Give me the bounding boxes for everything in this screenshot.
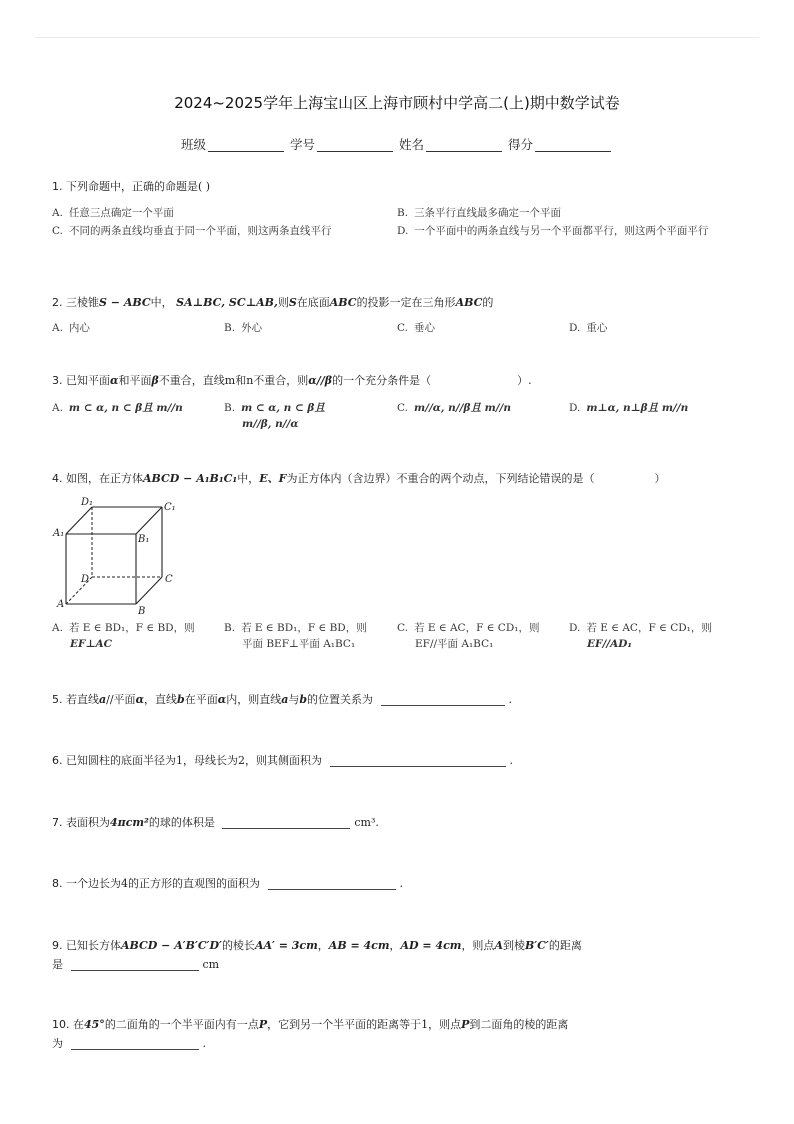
question-9-answer-line: 是 cm xyxy=(52,958,220,971)
label-a1: A₁ xyxy=(53,528,65,539)
question-4-option-d[interactable]: D. 若 E ∈ AC，F ∈ CD₁，则 EF//AD₁ xyxy=(569,622,712,650)
question-9-stem: 9. 已知长方体ABCD − A′B′C′D′的棱长AA′ = 3cm，AB = 4cm，AD = 4cm，则点A到棱B′C′的距离 xyxy=(52,939,582,952)
question-10-answer-line: 为 . xyxy=(52,1037,206,1050)
question-1-option-d[interactable]: D. 一个平面中的两条直线与另一个平面都平行，则这两个平面平行 xyxy=(397,225,709,237)
question-1-option-b[interactable]: B. 三条平行直线最多确定一个平面 xyxy=(397,207,562,219)
edge-c1b1 xyxy=(136,507,162,534)
name-label: 姓名 xyxy=(398,137,424,152)
question-6-answer-blank[interactable] xyxy=(330,755,506,767)
question-3-option-d[interactable]: D. m⊥α, n⊥β且 m//n xyxy=(569,402,689,414)
class-label: 班级 xyxy=(180,137,206,152)
cube-figure xyxy=(52,494,192,618)
edge-cb xyxy=(136,577,162,604)
name-field[interactable] xyxy=(426,139,502,152)
question-2-option-d[interactable]: D. 重心 xyxy=(569,322,608,334)
edge-a1d1 xyxy=(66,507,92,534)
class-field[interactable] xyxy=(208,139,284,152)
student-id-field[interactable] xyxy=(317,139,393,152)
score-field[interactable] xyxy=(535,139,611,152)
question-8-stem: 8. 一个边长为4的正方形的直观图的面积为 . xyxy=(52,877,403,890)
question-1-option-c[interactable]: C. 不同的两条直线均垂直于同一个平面，则这两条直线平行 xyxy=(52,225,332,237)
student-info-row xyxy=(0,135,794,153)
question-5-answer-blank[interactable] xyxy=(381,694,505,706)
question-2-option-a[interactable]: A. 内心 xyxy=(52,322,90,334)
question-2-stem: 2. 三棱锥S − ABC中， SA⊥BC, SC⊥AB,则S在底面ABC的投影一定在三角形ABC的 xyxy=(52,296,494,309)
question-7-stem: 7. 表面积为4πcm²的球的体积是 cm³. xyxy=(52,816,379,829)
label-d1: D₁ xyxy=(81,497,94,508)
question-6-stem: 6. 已知圆柱的底面半径为1，母线长为2，则其侧面积为 . xyxy=(52,754,513,767)
question-2-option-c[interactable]: C. 垂心 xyxy=(397,322,435,334)
question-1-stem: 1. 下列命题中，正确的命题是( ) xyxy=(52,180,211,193)
label-b1: B₁ xyxy=(138,534,150,545)
student-id-label: 学号 xyxy=(289,137,315,152)
question-10-answer-blank[interactable] xyxy=(71,1038,199,1050)
question-2-option-b[interactable]: B. 外心 xyxy=(224,322,263,334)
question-1-option-a[interactable]: A. 任意三点确定一个平面 xyxy=(52,207,174,219)
question-3-option-a[interactable]: A. m ⊂ α, n ⊂ β且 m//n xyxy=(52,402,183,414)
question-5-stem: 5. 若直线a//平面α，直线b在平面α内，则直线a与b的位置关系为 . xyxy=(52,693,513,706)
label-c: C xyxy=(165,574,173,585)
question-4-option-b[interactable]: B. 若 E ∈ BD₁，F ∈ BD，则 平面 BEF⊥平面 A₁BC₁ xyxy=(224,622,367,650)
question-9-answer-blank[interactable] xyxy=(71,959,199,971)
question-4-option-c[interactable]: C. 若 E ∈ AC，F ∈ CD₁，则 EF//平面 A₁BC₁ xyxy=(397,622,540,650)
label-a: A xyxy=(57,599,65,610)
label-d: D xyxy=(81,574,90,585)
question-4-stem: 4. 如图，在正方体ABCD − A₁B₁C₁中，E、F为正方体内（含边界）不重合的两个动点，下列结论错误的是（ ） xyxy=(52,472,666,485)
question-8-answer-blank[interactable] xyxy=(268,878,396,890)
score-label: 得分 xyxy=(507,137,533,152)
question-3-option-b[interactable]: B. m ⊂ α, n ⊂ β且 m//β, n//α xyxy=(224,402,325,430)
label-b: B xyxy=(138,606,146,617)
question-10-stem: 10. 在45°的二面角的一个半平面内有一点P，它到另一个半平面的距离等于1，则点P到二面角的棱的距离 xyxy=(52,1018,569,1031)
exam-title: 2024~2025学年上海宝山区上海市顾村中学高二(上)期中数学试卷 xyxy=(174,94,620,112)
page-top-rule xyxy=(35,37,759,38)
question-7-answer-blank[interactable] xyxy=(222,817,350,829)
question-3-option-c[interactable]: C. m//α, n//β且 m//n xyxy=(397,402,512,414)
question-3-stem: 3. 已知平面α和平面β不重合，直线m和n不重合，则α//β的一个充分条件是（ ）. xyxy=(52,374,532,387)
label-c1: C₁ xyxy=(164,502,176,513)
question-4-option-a[interactable]: A. 若 E ∈ BD₁，F ∈ BD，则 EF⊥AC xyxy=(52,622,195,650)
